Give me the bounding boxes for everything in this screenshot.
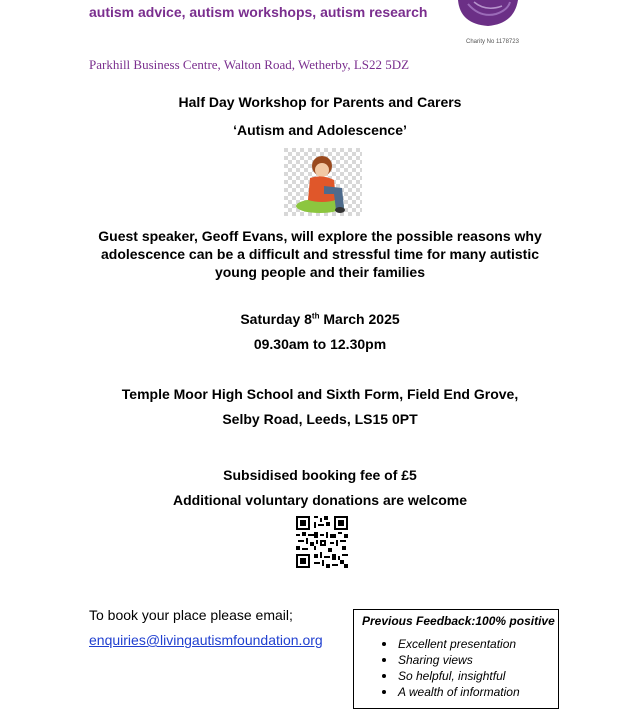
date-ordinal: th (311, 311, 320, 321)
donations-note: Additional voluntary donations are welcome (172, 492, 468, 508)
booking-prompt: To book your place please email; (89, 607, 293, 623)
event-time: 09.30am to 12.30pm (253, 336, 387, 352)
workshop-subtitle: ‘Autism and Adolescence’ (233, 122, 407, 138)
list-item: Sharing views (398, 652, 558, 668)
address: Parkhill Business Centre, Walton Road, Wetherby, LS22 5DZ (89, 57, 410, 72)
description-line: Guest speaker, Geoff Evans, will explore the possible reasons why (98, 228, 542, 244)
date-day: Saturday 8 (240, 311, 312, 327)
venue-line-2: Selby Road, Leeds, LS15 0PT (222, 411, 418, 427)
feedback-list (354, 636, 558, 700)
qr-code[interactable] (296, 516, 348, 568)
list-item: A wealth of information (398, 684, 558, 700)
description (0, 227, 640, 281)
feedback-box (353, 609, 559, 709)
charity-number: Charity No 1178723 (466, 39, 519, 45)
event-date (0, 311, 640, 327)
tagline: autism advice, autism workshops, autism research (89, 4, 428, 20)
foundation-logo (452, 0, 524, 34)
list-item: So helpful, insightful (398, 668, 558, 684)
date-month-year: March 2025 (319, 311, 400, 327)
description-line: young people and their families (214, 264, 426, 280)
booking-email-link[interactable]: enquiries@livingautismfoundation.org (89, 632, 323, 648)
list-item: Excellent presentation (398, 636, 558, 652)
venue-line-1: Temple Moor High School and Sixth Form, Field End Grove, (121, 386, 519, 402)
workshop-title: Half Day Workshop for Parents and Carers (178, 94, 462, 110)
description-line: adolescence can be a difficult and stressful time for many autistic (100, 246, 540, 262)
teen-illustration (284, 148, 362, 216)
booking-fee: Subsidised booking fee of £5 (223, 467, 417, 483)
feedback-title: Previous Feedback:100% positive (362, 614, 555, 628)
